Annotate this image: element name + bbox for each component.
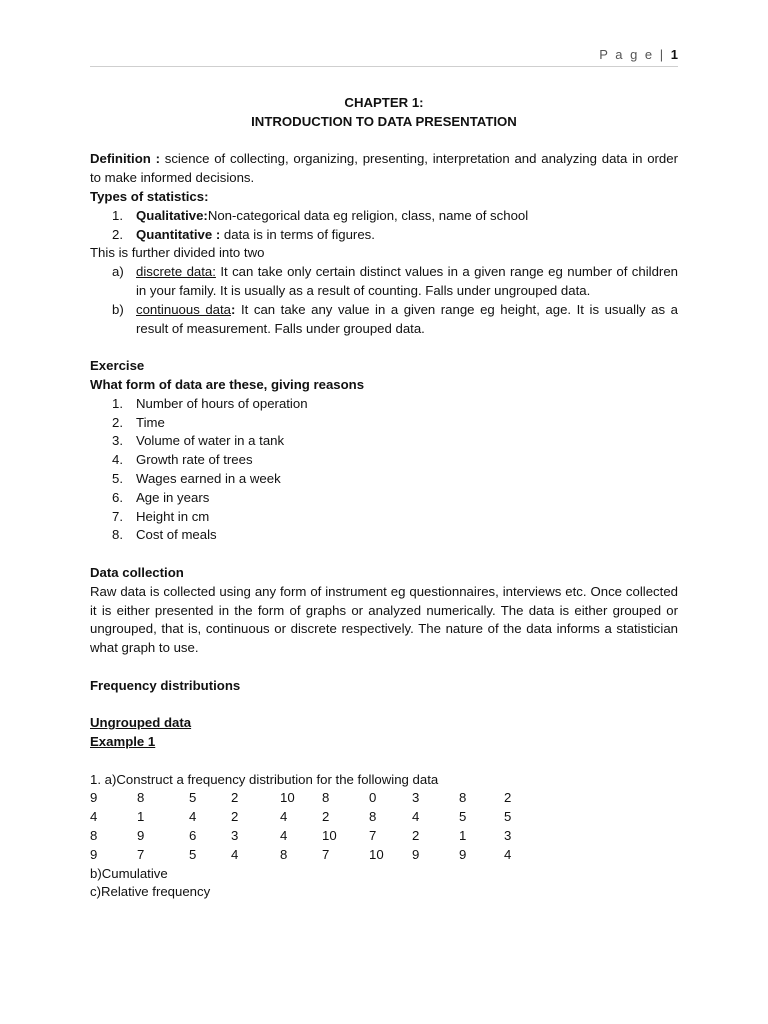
chapter-number: CHAPTER 1: bbox=[344, 95, 424, 110]
list-item: 6. Age in years bbox=[112, 489, 210, 505]
table-cell: 8 bbox=[90, 828, 98, 844]
table-cell: 10 bbox=[280, 790, 295, 806]
table-cell: 10 bbox=[322, 828, 337, 844]
table-row bbox=[90, 808, 524, 827]
table-cell: 9 bbox=[137, 828, 145, 844]
data-kind-list bbox=[90, 263, 678, 338]
table-cell: 4 bbox=[90, 809, 98, 825]
types-heading: Types of statistics: bbox=[90, 188, 209, 204]
table-row bbox=[90, 846, 524, 865]
page-label: P a g e | bbox=[599, 47, 666, 62]
table-cell: 5 bbox=[189, 790, 197, 806]
list-item: 2. Quantitative : data is in terms of figures. bbox=[112, 226, 375, 242]
table-cell: 4 bbox=[189, 809, 197, 825]
list-item: 1. Qualitative:Non-categorical data eg religion, class, name of school bbox=[112, 207, 529, 223]
page-header bbox=[599, 47, 678, 62]
frequency-heading: Frequency distributions bbox=[90, 677, 241, 693]
definition-text: science of collecting, organizing, presenting, interpretation and analyzing data in order to make informed decisions. bbox=[90, 151, 678, 186]
page-content bbox=[90, 94, 678, 902]
table-cell: 4 bbox=[280, 809, 288, 825]
table-cell: 1 bbox=[137, 809, 145, 825]
table-cell: 4 bbox=[504, 846, 512, 862]
question-line: 1. a)Construct a frequency distribution for the following data bbox=[90, 771, 439, 787]
table-cell: 9 bbox=[459, 846, 467, 862]
table-cell: 7 bbox=[137, 846, 145, 862]
table-cell: 5 bbox=[459, 809, 467, 825]
exercise-list bbox=[90, 395, 678, 545]
table-cell: 2 bbox=[504, 790, 512, 806]
exercise-question: What form of data are these, giving reasons bbox=[90, 376, 365, 392]
list-item: 7. Height in cm bbox=[112, 508, 210, 524]
table-cell: 9 bbox=[90, 790, 98, 806]
list-item: a) discrete data: It can take only certain distinct values in a given range eg number of children in your family. It is usually as a result of counting. Falls under ungrouped data. bbox=[112, 264, 678, 298]
table-cell: 9 bbox=[90, 846, 98, 862]
table-cell: 5 bbox=[504, 809, 512, 825]
part-b: b)Cumulative bbox=[90, 865, 168, 881]
data-collection-heading: Data collection bbox=[90, 564, 184, 580]
table-cell: 2 bbox=[322, 809, 330, 825]
list-item: 5. Wages earned in a week bbox=[112, 470, 281, 486]
types-list bbox=[90, 207, 678, 245]
definition-label: Definition : bbox=[90, 151, 160, 167]
table-cell: 2 bbox=[231, 809, 239, 825]
table-cell: 7 bbox=[322, 846, 330, 862]
table-cell: 8 bbox=[369, 809, 377, 825]
table-cell: 3 bbox=[504, 828, 512, 844]
list-item: 2. Time bbox=[112, 414, 165, 430]
list-item: 8. Cost of meals bbox=[112, 527, 217, 543]
table-cell: 8 bbox=[137, 790, 145, 806]
list-item: 4. Growth rate of trees bbox=[112, 452, 253, 468]
table-cell: 6 bbox=[189, 828, 197, 844]
list-item: 1. Number of hours of operation bbox=[112, 395, 308, 411]
list-item: 3. Volume of water in a tank bbox=[112, 433, 285, 449]
table-cell: 8 bbox=[322, 790, 330, 806]
exercise-heading: Exercise bbox=[90, 358, 145, 374]
definition-paragraph bbox=[90, 150, 678, 188]
table-cell: 4 bbox=[412, 809, 420, 825]
table-row bbox=[90, 789, 524, 808]
table-cell: 8 bbox=[459, 790, 467, 806]
data-collection-paragraph: Raw data is collected using any form of instrument eg questionnaires, interviews etc. Once collected it is either presented in the form of graphs or analyzed numerically. The data is either grouped or ungrouped, that is, continuous or discrete respectively. The nature of the data informs a statistician what graph to use. bbox=[90, 583, 678, 656]
example-heading: Example 1 bbox=[90, 734, 156, 750]
table-cell: 0 bbox=[369, 790, 377, 806]
table-cell: 2 bbox=[231, 790, 239, 806]
part-c: c)Relative frequency bbox=[90, 884, 211, 900]
data-table bbox=[90, 789, 524, 864]
further-intro: This is further divided into two bbox=[90, 245, 265, 261]
table-cell: 2 bbox=[412, 828, 420, 844]
table-cell: 4 bbox=[231, 846, 239, 862]
list-item: b) continuous data: It can take any value in a given range eg height, age. It is usually as a result of measurement. Falls under grouped data. bbox=[112, 301, 678, 336]
table-cell: 1 bbox=[459, 828, 467, 844]
table-cell: 9 bbox=[412, 846, 420, 862]
page-number: 1 bbox=[670, 47, 678, 62]
table-cell: 5 bbox=[189, 846, 197, 862]
table-cell: 3 bbox=[231, 828, 239, 844]
table-row bbox=[90, 827, 524, 846]
table-cell: 3 bbox=[412, 790, 420, 806]
table-cell: 10 bbox=[369, 846, 384, 862]
table-cell: 7 bbox=[369, 828, 377, 844]
chapter-title: INTRODUCTION TO DATA PRESENTATION bbox=[251, 113, 517, 129]
table-cell: 8 bbox=[280, 846, 288, 862]
table-cell: 4 bbox=[280, 828, 288, 844]
ungrouped-heading: Ungrouped data bbox=[90, 715, 192, 731]
header-rule bbox=[90, 66, 678, 67]
